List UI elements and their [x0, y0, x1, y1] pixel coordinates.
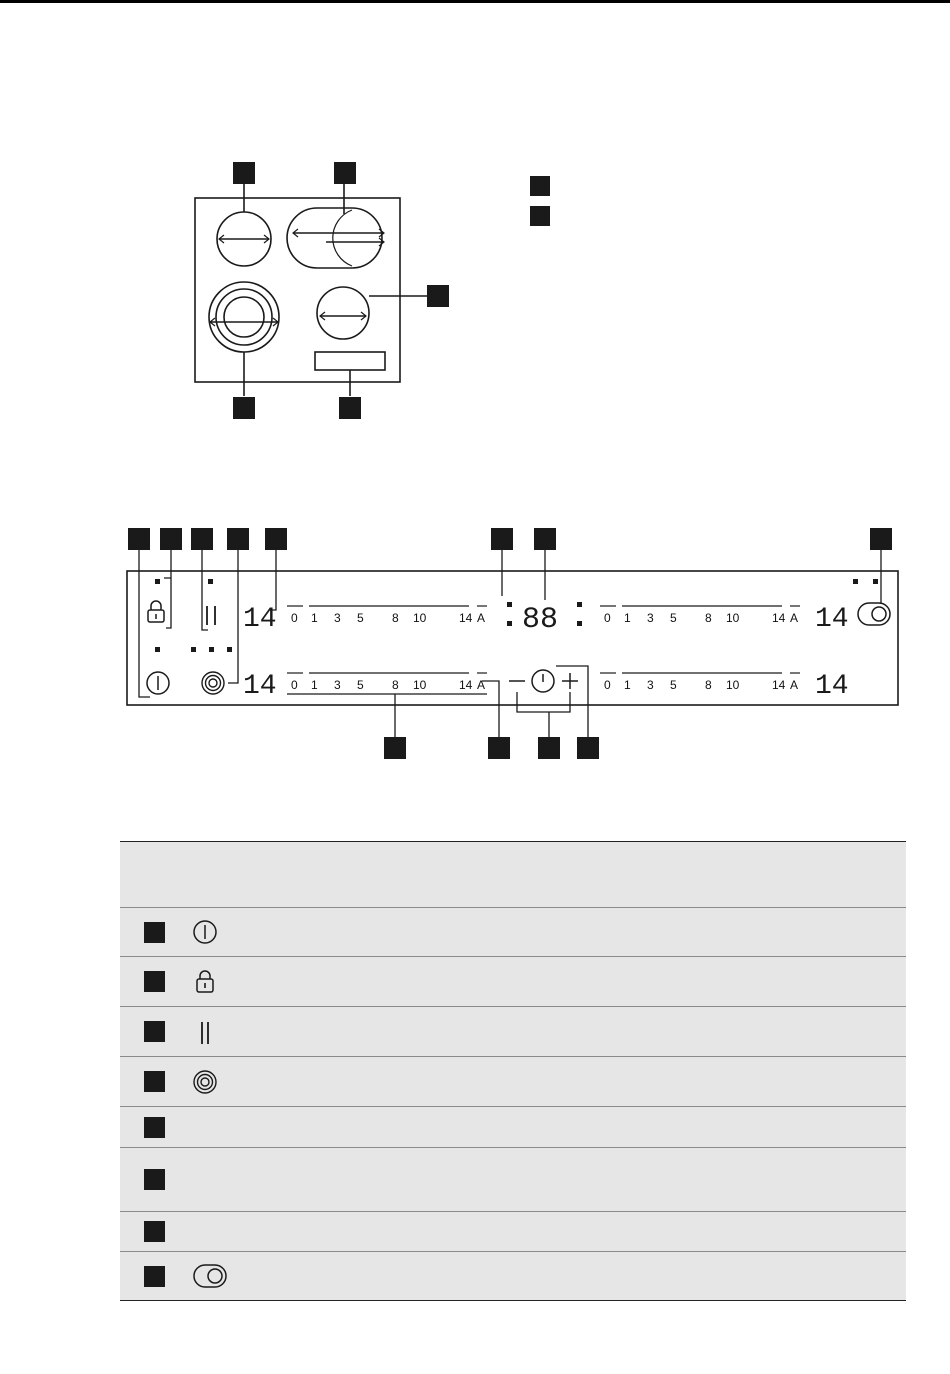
callout-box: [227, 528, 249, 550]
scale-label[interactable]: 1: [311, 678, 318, 692]
power-icon: [192, 919, 218, 950]
callout-box: [233, 162, 255, 184]
scale-label[interactable]: 8: [705, 611, 712, 625]
scale-label[interactable]: A: [790, 611, 799, 625]
toggle-icon[interactable]: [858, 603, 890, 625]
pause-icon: [192, 1019, 218, 1052]
cooking-surface: [195, 183, 427, 396]
power-display-top-right: 14: [815, 604, 849, 635]
row-number-box: [144, 1117, 165, 1138]
scale-label[interactable]: A: [477, 678, 486, 692]
callout-box: [339, 397, 361, 419]
callout-box: [160, 528, 182, 550]
callout-box: [233, 397, 255, 419]
scale-label[interactable]: 14: [772, 678, 786, 692]
power-scale[interactable]: [600, 673, 800, 692]
indicator-dot: [155, 579, 160, 584]
power-display-top-left: 14: [243, 604, 277, 635]
scale-label[interactable]: 14: [772, 611, 786, 625]
scale-label[interactable]: 5: [357, 678, 364, 692]
toggle-icon: [192, 1263, 228, 1294]
row-number-box: [144, 1266, 165, 1287]
scale-label[interactable]: 3: [647, 611, 654, 625]
scale-label[interactable]: 1: [311, 611, 318, 625]
table-body: [120, 907, 906, 1301]
callout-box: [191, 528, 213, 550]
power-scale[interactable]: [287, 606, 487, 625]
scale-label[interactable]: A: [477, 611, 486, 625]
indicator-dot: [155, 647, 160, 652]
toggle-button[interactable]: [858, 603, 890, 625]
row-number-box: [144, 922, 165, 943]
timer-controls: [509, 670, 578, 692]
scale-label[interactable]: 0: [291, 611, 298, 625]
scale-label[interactable]: 8: [392, 611, 399, 625]
indicator-dot: [853, 579, 858, 584]
callout-box: [491, 528, 513, 550]
indicator-dot: [209, 647, 214, 652]
power-display-bottom-right: 14: [815, 671, 849, 702]
pause-button[interactable]: [207, 606, 215, 625]
control-panel: [127, 528, 898, 759]
lock-icon: [192, 969, 218, 1000]
table-row: [120, 1056, 906, 1106]
operating-table: [120, 841, 906, 1301]
callout-box: [334, 162, 356, 184]
callout-box: [488, 737, 510, 759]
row-number-box: [144, 1021, 165, 1042]
scale-label[interactable]: 0: [604, 678, 611, 692]
power-display-bottom-left: 14: [243, 671, 277, 702]
indicator-dot: [208, 579, 213, 584]
scale-label[interactable]: 14: [459, 611, 473, 625]
bridge-zone-icon: [192, 1069, 218, 1100]
table-row: [120, 907, 906, 956]
callout-box: [538, 737, 560, 759]
row-number-box: [144, 1169, 165, 1190]
scale-label[interactable]: 8: [392, 678, 399, 692]
table-header: [120, 841, 906, 907]
legend-box: [530, 176, 550, 196]
callout-box: [577, 737, 599, 759]
scale-label[interactable]: 5: [670, 678, 677, 692]
table-row: [120, 1106, 906, 1147]
power-scale[interactable]: [287, 673, 487, 694]
table-row: [120, 1147, 906, 1211]
bridge-button[interactable]: [202, 672, 224, 694]
table-row: [120, 1006, 906, 1056]
callout-box: [128, 528, 150, 550]
callout-box: [384, 737, 406, 759]
lock-button[interactable]: [148, 601, 164, 622]
scale-label[interactable]: A: [790, 678, 799, 692]
indicator-dot: [191, 647, 196, 652]
callout-box: [427, 285, 449, 307]
scale-label[interactable]: 3: [334, 611, 341, 625]
scale-label[interactable]: 10: [413, 678, 427, 692]
zone-top-right-oval: [287, 208, 382, 268]
scale-label[interactable]: 3: [334, 678, 341, 692]
control-panel-strip: [315, 352, 385, 370]
scale-label[interactable]: 14: [459, 678, 473, 692]
table-row: [120, 1211, 906, 1251]
indicator-dot: [227, 647, 232, 652]
zone-bottom-right: [317, 287, 369, 339]
legend-box: [530, 206, 550, 226]
hob-callouts: [233, 162, 550, 419]
callout-box: [870, 528, 892, 550]
table-row: [120, 956, 906, 1006]
callout-box: [534, 528, 556, 550]
scale-label[interactable]: 10: [726, 678, 740, 692]
indicator-dot: [873, 579, 878, 584]
row-number-box: [144, 1071, 165, 1092]
scale-label[interactable]: 0: [291, 678, 298, 692]
zone-bottom-left-outer: [209, 282, 279, 352]
scale-label[interactable]: 0: [604, 611, 611, 625]
timer-digits: 88: [522, 603, 559, 637]
scale-label[interactable]: 10: [413, 611, 427, 625]
power-scale[interactable]: [600, 606, 800, 625]
row-number-box: [144, 1221, 165, 1242]
scale-label[interactable]: 5: [670, 611, 677, 625]
table-row: [120, 1251, 906, 1301]
scale-label[interactable]: 5: [357, 611, 364, 625]
hob-outline: [195, 198, 400, 382]
row-number-box: [144, 971, 165, 992]
timer-display: [507, 602, 582, 637]
scale-label[interactable]: 1: [624, 678, 631, 692]
power-button[interactable]: [147, 672, 169, 694]
callout-box: [265, 528, 287, 550]
scale-label[interactable]: 10: [726, 611, 740, 625]
scale-label[interactable]: 3: [647, 678, 654, 692]
scale-label[interactable]: 8: [705, 678, 712, 692]
scale-label[interactable]: 1: [624, 611, 631, 625]
